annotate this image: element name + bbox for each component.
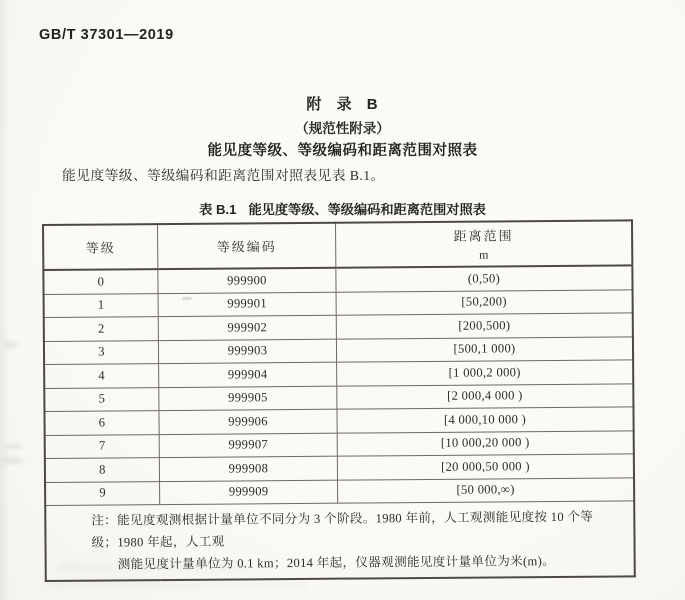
note-line-2: 测能见度计量单位为 0.1 km；2014 年起，仪器观测能见度计量单位为米(m)。 xyxy=(117,554,556,572)
code-cell: 999901 xyxy=(158,292,336,317)
range-cell: [4 000,10 000 ) xyxy=(337,407,634,433)
range-cell: [10 000,20 000 ) xyxy=(337,430,634,456)
table-header xyxy=(43,220,632,270)
code-cell: 999903 xyxy=(158,339,336,364)
table-caption xyxy=(0,199,685,218)
header-range xyxy=(335,220,632,267)
scan-speck xyxy=(182,297,192,300)
header-range-unit: m xyxy=(479,247,489,262)
header-range-label: 距离范围 xyxy=(453,228,514,244)
level-cell: 2 xyxy=(44,317,159,341)
intro-paragraph: 能见度等级、等级编码和距离范围对照表见表 B.1。 xyxy=(62,168,385,183)
level-cell: 5 xyxy=(44,387,159,411)
range-cell: (0,50) xyxy=(336,265,633,291)
header-code: 等级编码 xyxy=(158,223,336,269)
range-cell: [2 000,4 000 ) xyxy=(337,383,634,409)
scan-smudge xyxy=(3,341,18,349)
code-cell: 999908 xyxy=(159,456,337,481)
table-caption-label: 表 B.1 xyxy=(199,202,237,217)
code-cell: 999904 xyxy=(159,362,337,387)
table-caption-title: 能见度等级、等级编码和距离范围对照表 xyxy=(248,202,486,217)
range-cell: [20 000,50 000 ) xyxy=(337,454,634,480)
level-cell: 0 xyxy=(43,269,158,294)
level-cell: 1 xyxy=(44,293,159,317)
appendix-heading: 能见度等级、等级编码和距离范围对照表 xyxy=(207,143,478,159)
code-cell: 999902 xyxy=(158,315,336,340)
table-body xyxy=(43,265,634,581)
range-cell: [1 000,2 000) xyxy=(337,360,634,386)
standard-code: GB/T 37301—2019 xyxy=(39,27,174,43)
header-level: 等级 xyxy=(43,224,158,270)
level-cell: 8 xyxy=(45,458,160,482)
range-cell: [500,1 000) xyxy=(336,336,633,362)
level-cell: 7 xyxy=(45,434,160,458)
code-cell: 999909 xyxy=(160,480,338,505)
note-text-1: 能见度观测根据计量单位不同分为 3 个阶段。1980 年前，人工观测能见度按 10 个等级；1980 年起，人工观 xyxy=(91,509,594,550)
bleedthrough-ghost xyxy=(58,562,248,572)
range-cell: [50 000,∞) xyxy=(338,477,635,503)
note-line-1 xyxy=(91,506,615,554)
note-label: 注： xyxy=(91,513,118,528)
level-cell: 3 xyxy=(44,340,159,364)
code-cell: 999900 xyxy=(158,268,336,293)
level-cell: 4 xyxy=(44,364,159,388)
visibility-level-table xyxy=(42,219,636,582)
scanner-edge-shadow xyxy=(0,0,10,600)
visibility-table-container xyxy=(42,219,630,582)
scan-smudge xyxy=(1,457,23,464)
level-cell: 9 xyxy=(45,481,160,505)
code-cell: 999905 xyxy=(159,386,337,411)
scan-smudge xyxy=(5,444,22,449)
range-cell: [200,500) xyxy=(336,313,633,339)
bleedthrough-ghost xyxy=(46,579,306,589)
code-cell: 999906 xyxy=(159,409,337,434)
appendix-title: 附 录 B xyxy=(306,96,379,113)
appendix-subtitle: （规范性附录） xyxy=(295,121,390,136)
range-cell: [50,200) xyxy=(336,289,633,315)
code-cell: 999907 xyxy=(159,433,337,458)
level-cell: 6 xyxy=(44,411,159,435)
header-row xyxy=(43,220,632,270)
bleedthrough-ghost xyxy=(360,568,540,577)
